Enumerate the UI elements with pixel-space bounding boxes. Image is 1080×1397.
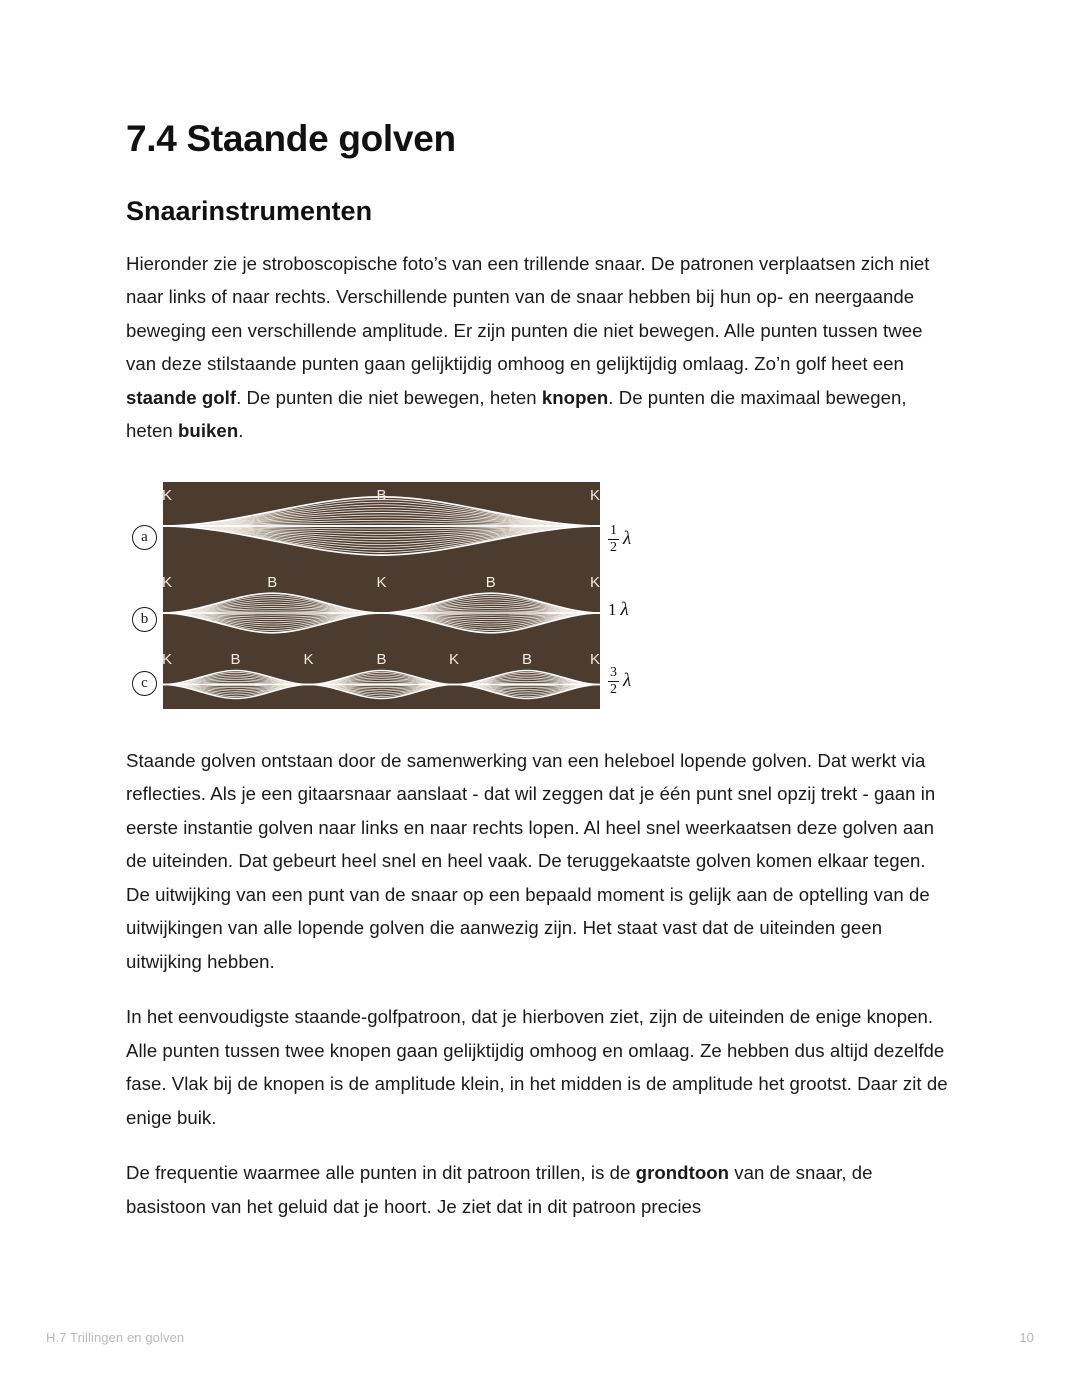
figure-row-marker-c: c [132,671,157,696]
footer-page-number: 10 [1019,1330,1034,1345]
figure-label-node: K [449,650,460,668]
figure-row-marker-b: b [132,607,157,632]
figure-label-node: K [303,650,314,668]
page-content [126,118,954,1223]
fraction-one-half [608,524,619,555]
paragraph-text-segment: . De punten die maximaal bewegen, heten [126,386,907,442]
fraction-numerator: 3 [610,664,617,680]
wave-pattern-harmonic-1 [163,496,600,556]
figure-label-node: K [162,573,173,591]
lambda-symbol: λ [623,528,632,550]
paragraph-intro [126,247,954,448]
figure-label-node: K [162,650,173,668]
figure-label-node: K [162,486,173,504]
paragraph-text-segment: Hieronder zie je stroboscopische foto’s van een trillende snaar. De patronen verplaatsen zich niet naar links of naar rechts. Verschillende punten van de snaar hebben bij hun op- en neergaande beweging een verschillende amplitude. Er zijn punten die niet bewegen. Alle punten tussen twee van deze stilstaande punten gaan gelijktijdig omhoog en gelijktijdig omlaag. Zo’n golf heet een [126,252,930,375]
figure-row-b [163,570,600,650]
fraction-denominator: 2 [610,681,617,697]
figure-label-node: K [589,650,600,668]
figure-label-antinode: B [376,650,387,668]
term-staande-golf: staande golf [126,386,237,408]
page-footer [46,1330,1034,1345]
figure-label-antinode: B [522,650,533,668]
term-buiken: buiken [178,420,239,442]
figure-label-antinode: B [230,650,241,668]
wave-pattern-harmonic-2 [163,590,600,636]
figure-label-antinode: B [376,486,387,504]
figure-label-node: K [376,573,387,591]
standing-waves-figure [126,471,646,718]
term-knopen: knopen [541,386,609,408]
figure-row-a [163,482,600,570]
figure-label-antinode: B [267,573,278,591]
fraction-denominator: 2 [610,539,617,555]
wave-pattern-harmonic-3 [163,668,600,701]
lambda-symbol: λ [623,670,632,692]
figure-label-node: K [589,486,600,504]
paragraph-eenvoudigste: In het eenvoudigste staande-golfpatroon, dat je hierboven ziet, zijn de uiteinden de enige knopen. Alle punten tussen twee knopen gaan gelijktijdig omhoog en omlaag. Ze hebben dus altijd dezelfde fase. Vlak bij de knopen is de amplitude klein, in het midden is de amplitude het grootst. Daar zit de enige buik. [126,1006,948,1128]
wavelength-label-a [608,524,631,555]
figure-panel [163,482,600,709]
paragraph-text-segment: van de snaar, de basistoon van het geluid dat je hoort. Je ziet dat in dit patroon precies [126,1162,873,1217]
lambda-symbol: λ [620,598,629,620]
wavelength-label-b [608,599,629,621]
paragraph-ontstaan: Staande golven ontstaan door de samenwerking van een heleboel lopende golven. Dat werkt via reflecties. Als je een gitaarsnaar aanslaat - dat wil zeggen dat je één punt snel opzij trekt - gaan in eerste instantie golven naar links en naar rechts lopen. Al heel snel weerkaatsen deze golven aan de uiteinden. Dat gebeurt heel snel en heel vaak. De teruggekaatste golven komen elkaar tegen. De uitwijking van een punt van de snaar op een bepaald moment is gelijk aan de optelling van de uitwijkingen van alle lopende golven die aanwezig zijn. Het staat vast dat de uiteinden geen uitwijking hebben. [126,749,936,972]
figure-label-node: K [589,573,600,591]
term-grondtoon: grondtoon [635,1162,730,1184]
paragraph-text-segment: . [238,420,244,442]
paragraph-text-segment: . De punten die niet bewegen, heten [236,386,542,408]
paragraph-text-segment: De frequentie waarmee alle punten in dit patroon trillen, is de [126,1162,636,1184]
fraction-numerator: 1 [610,522,617,538]
wavelength-whole-number: 1 [608,599,617,619]
footer-chapter-label: H.7 Trillingen en golven [46,1330,185,1345]
paragraph-grondtoon [126,1156,954,1223]
wavelength-label-c [608,666,631,697]
figure-label-antinode: B [485,573,496,591]
figure-row-marker-a: a [132,525,157,550]
figure-row-c [163,650,600,709]
page-title: 7.4 Staande golven [126,118,456,159]
fraction-three-halves [608,666,619,697]
section-heading: Snaarinstrumenten [126,195,373,226]
